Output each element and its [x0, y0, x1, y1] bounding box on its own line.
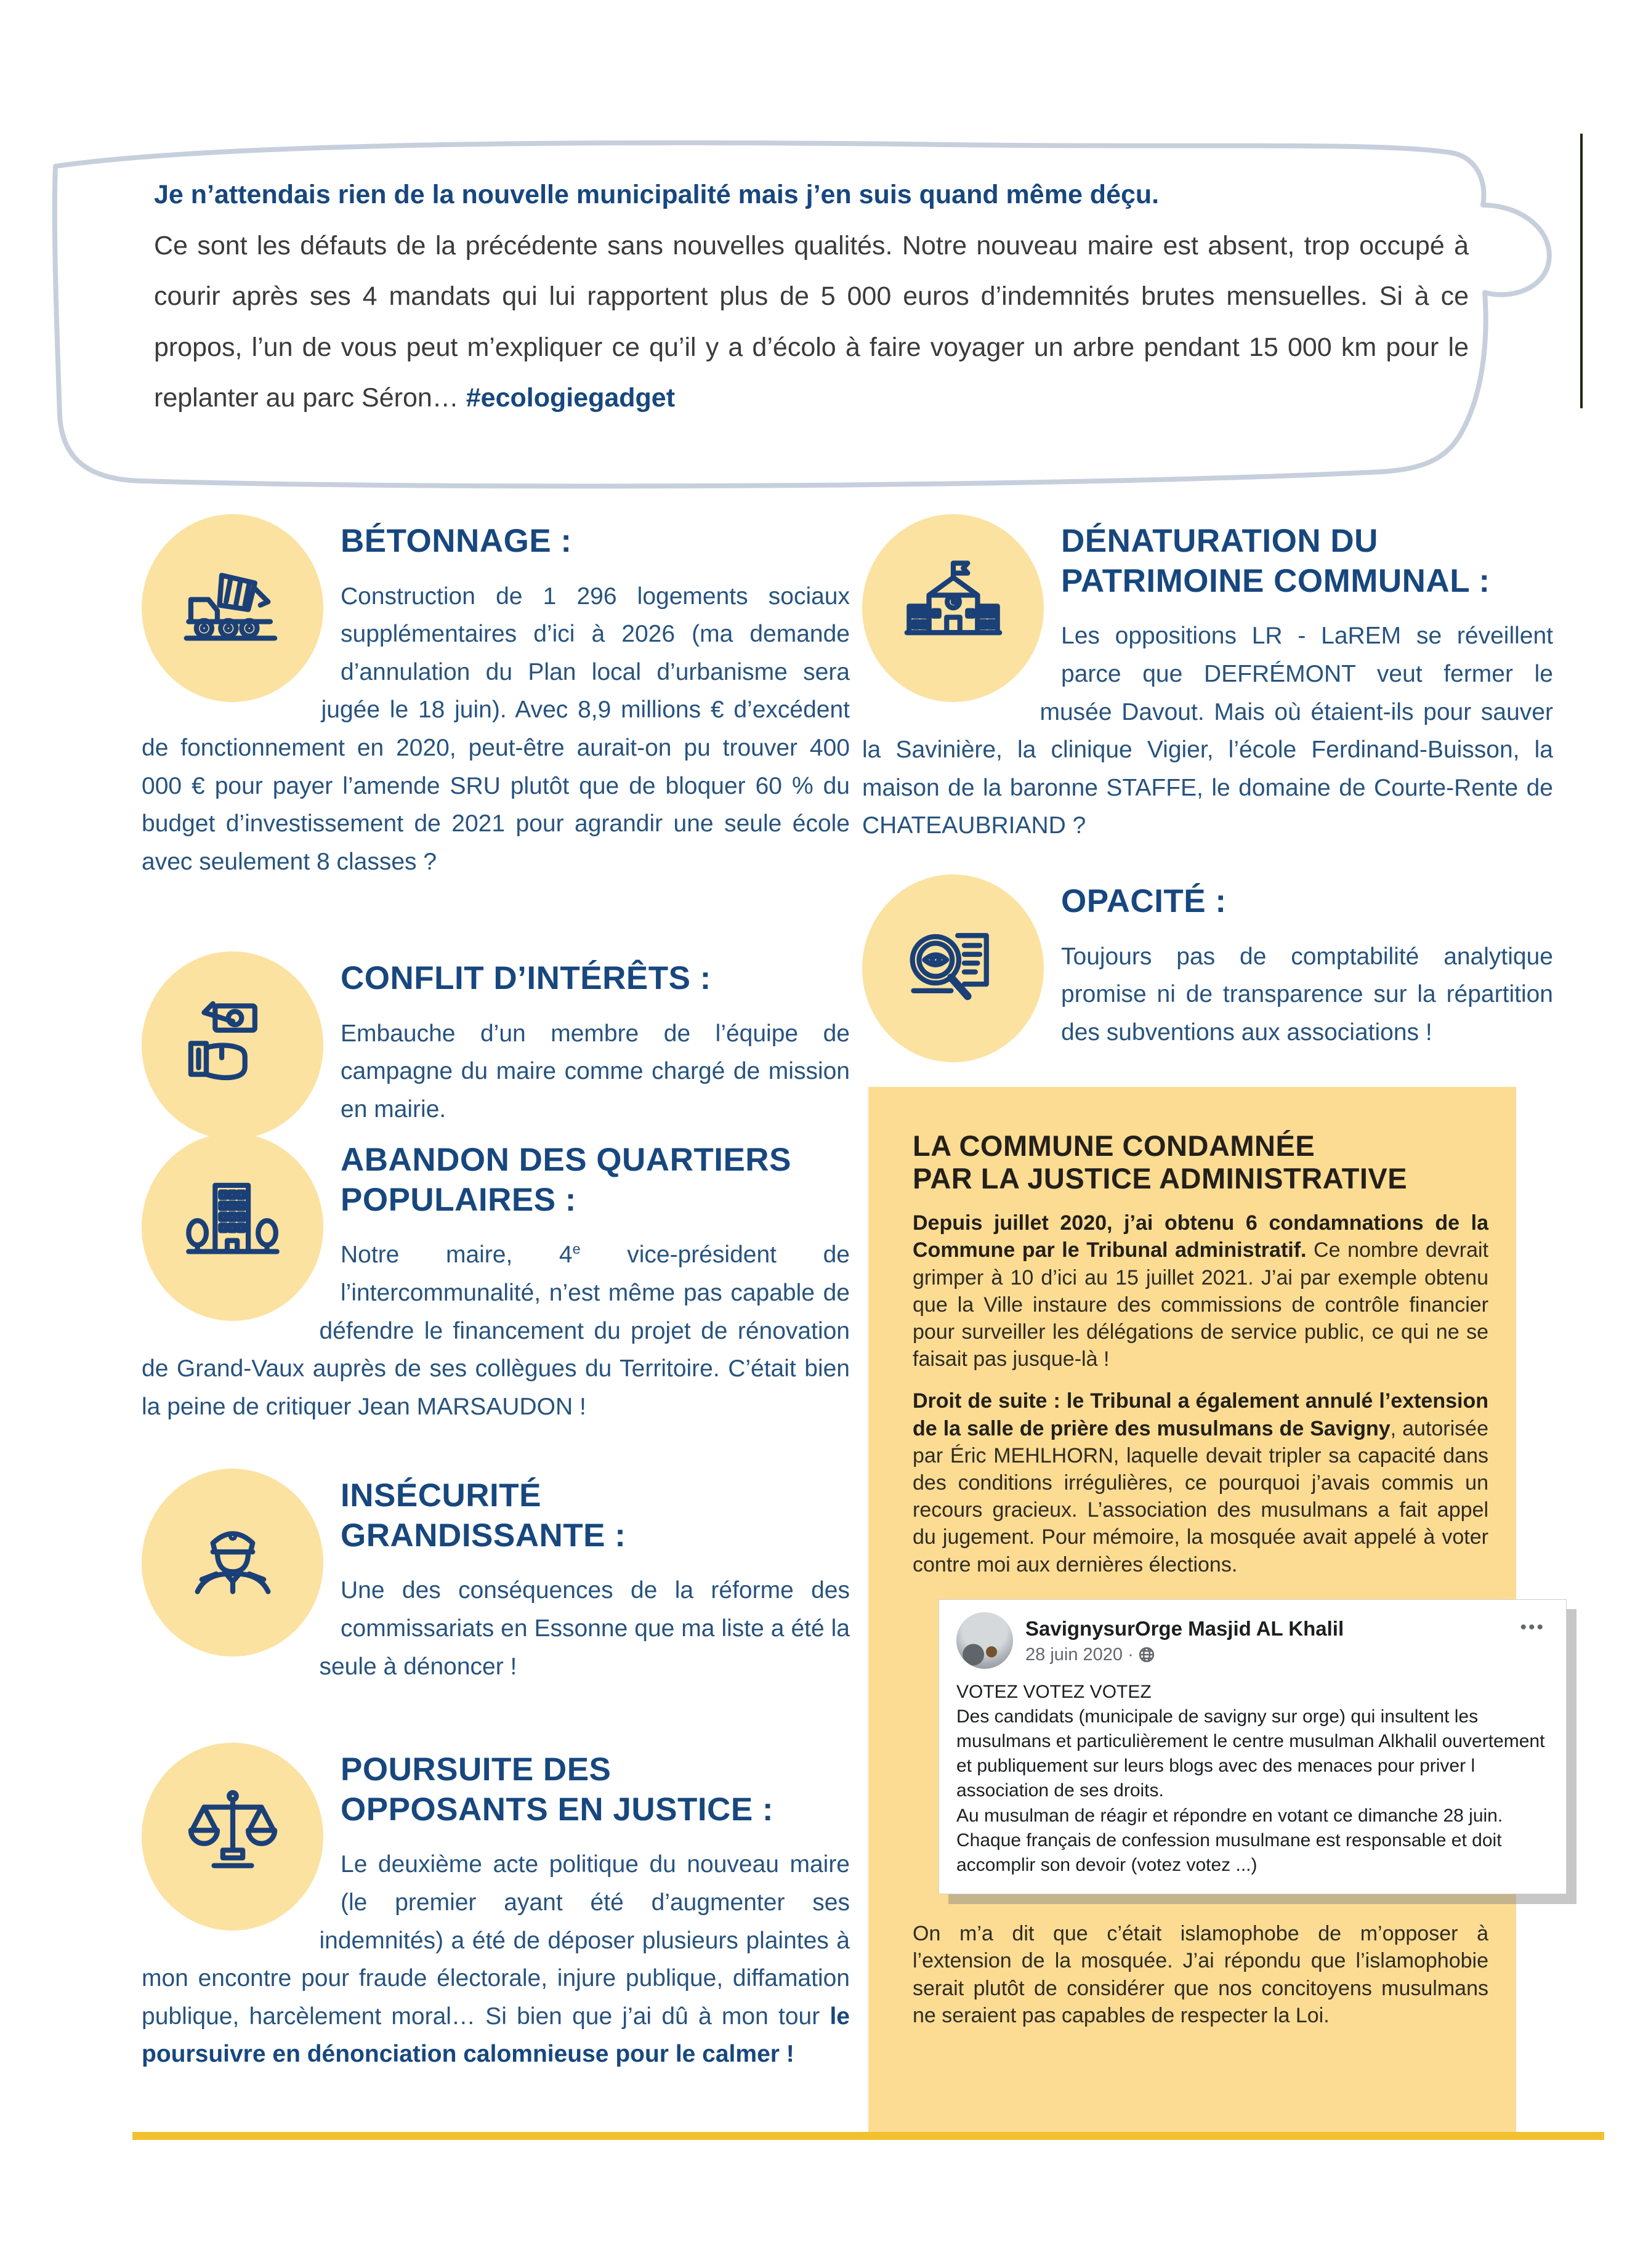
section-body: Embauche d’un membre de l’équipe de campagne du maire comme chargé de mission en mairie.	[341, 1020, 850, 1123]
fb-post-text	[956, 1680, 1549, 1878]
icon-blob	[862, 874, 1044, 1062]
fb-avatar	[956, 1612, 1013, 1669]
justice-paragraph-2: Droit de suite : le Tribunal a également annulé l’extension de la salle de prière des musulmans de Savigny, autorisée par Éric MEHLHORN, laquelle devait tripler sa capacité dans des conditions irrégulières, ce pourquoi j’avais commis un recours gracieux. L’association des musulmans a fait appel du jugement. Pour mémoire, la mosquée avait appelé à voter contre moi aux dernières élections.	[913, 1389, 1488, 1576]
section-opacite	[862, 874, 1553, 1071]
cement-mixer-icon	[180, 555, 286, 661]
section-title: POURSUITE DES OPPOSANTS EN JUSTICE :	[341, 1751, 774, 1828]
police-officer-icon	[180, 1510, 286, 1616]
justice-paragraph-3: On m’a dit que c’était islamophobe de m’opposer à l’extension de la mosquée. J’ai répondu que l’islamophobie serait plutôt de considérer que nos concitoyens musulmans ne seraient pas capables de respecter la Loi.	[913, 1922, 1488, 2027]
justice-box	[868, 1087, 1545, 2136]
section-title: INSÉCURITÉ GRANDISSANTE :	[341, 1477, 626, 1554]
section-abandon	[142, 1133, 850, 1426]
apartment-building-icon	[180, 1174, 286, 1280]
section-body: Notre maire, 4e vice-président de l’intercommunalité, n’est même pas capable de défendre le financement du projet de rénovation de Grand-Vaux auprès de ses collègues du Territoire. C’était bien la peine de critiquer Jean MARSAUDON !	[142, 1241, 850, 1420]
fb-menu-icon: •••	[1520, 1616, 1545, 1637]
intro-paragraph	[154, 169, 1469, 424]
icon-blob	[142, 1133, 323, 1321]
section-title: BÉTONNAGE :	[341, 523, 572, 559]
section-title: ABANDON DES QUARTIERS POPULAIRES :	[341, 1142, 791, 1218]
section-body: Une des conséquences de la réforme des commissariats en Essonne que ma liste a été la seule à dénoncer !	[319, 1577, 850, 1680]
intro-body: Ce sont les défauts de la précédente sans nouvelles qualités. Notre nouveau maire est absent, trop occupé à courir après ses 4 mandats qui lui rapportent plus de 5 000 euros d’indemnités brutes mensuelles. Si à ce propos, l’un de vous peut m’expliquer ce qu’il y a d’écolo à faire voyager un arbre pendant 15 000 km pour le replanter au parc Séron…	[154, 230, 1469, 413]
intro-lead: Je n’attendais rien de la nouvelle municipalité mais j’en suis quand même déçu.	[154, 180, 1160, 209]
intro-hashtag: #ecologiegadget	[466, 383, 676, 413]
section-denaturation	[862, 514, 1553, 845]
fb-line: Au musulman de réagir et répondre en votant ce dimanche 28 juin. Chaque français de confession musulmane est responsable et doit accomplir son devoir (votez votez ...)	[956, 1805, 1503, 1875]
facebook-post-card	[939, 1599, 1567, 1895]
money-hand-icon	[180, 993, 286, 1099]
icon-blob	[142, 1743, 323, 1931]
icon-blob	[142, 514, 323, 702]
school-building-icon	[900, 555, 1006, 661]
section-body: Toujours pas de comptabilité analytique promise ni de transparence sur la répartition des subventions aux associations !	[1061, 943, 1553, 1046]
justice-paragraph-1: Depuis juillet 2020, j’ai obtenu 6 condamnations de la Commune par le Tribunal administratif. Ce nombre devrait grimper à 10 d’ici au 15 juillet 2021. J’ai par exemple obtenu que la Ville instaure des commissions de contrôle financier pour surveiller les délégations de service public, ce qui ne se faisait pas jusque-là !	[913, 1211, 1488, 1371]
section-conflit	[142, 951, 850, 1148]
section-body: Construction de 1 296 logements sociaux supplémentaires d’ici à 2026 (ma demande d’annulation du Plan local d’urbanisme sera jugée le 18 juin). Avec 8,9 millions € d’excédent de fonctionnement en 2020, peut-être aurait-on pu trouver 400 000 € pour payer l’amende SRU plutôt que de bloquer 60 % du budget d’investissement de 2021 pour agrandir une seule école avec seulement 8 classes ?	[142, 583, 850, 875]
fb-date: 28 juin 2020 ·	[1025, 1645, 1344, 1665]
justice-scales-icon	[180, 1784, 286, 1890]
icon-blob	[142, 1469, 323, 1657]
section-title: CONFLIT D’INTÉRÊTS :	[341, 960, 711, 996]
section-body: Le deuxième acte politique du nouveau maire (le premier ayant été d’augmenter ses indemnités) a été de déposer plusieurs plaintes à mon encontre pour fraude électorale, injure publique, diffamation publique, harcèlement moral… Si bien que j’ai dû à mon tour le poursuivre en dénonciation calomnieuse pour le calmer !	[142, 1851, 850, 2068]
section-betonnage	[142, 514, 850, 881]
fb-line: Des candidats (municipale de savigny sur orge) qui insultent les musulmans et particulièrement le centre musulman Alkhalil ouvertement et publiquement sur leurs blogs avec des menaces pour priver l association de ses droits.	[956, 1706, 1545, 1801]
fb-line: VOTEZ VOTEZ VOTEZ	[956, 1681, 1152, 1702]
section-title: DÉNATURATION DU PATRIMOINE COMMUNAL :	[1061, 523, 1490, 599]
bottom-gold-rule	[132, 2132, 1604, 2140]
section-poursuite	[142, 1743, 850, 2073]
justice-box-title: LA COMMUNE CONDAMNÉE PAR LA JUSTICE ADMINISTRATIVE	[913, 1129, 1408, 1195]
fb-author: SavignysurOrge Masjid AL Khalil	[1025, 1616, 1344, 1640]
section-title: OPACITÉ :	[1061, 883, 1227, 919]
scan-artifact-line	[1580, 134, 1583, 408]
globe-icon	[1139, 1647, 1155, 1663]
section-insecurite	[142, 1469, 850, 1685]
icon-blob	[142, 951, 323, 1139]
section-body: Les oppositions LR - LaREM se réveillent parce que DEFRÉMONT veut fermer le musée Davout. Mais où étaient-ils pour sauver la Savinière, la clinique Vigier, l’école Ferdinand-Buisson, la maison de la baronne STAFFE, le domaine de Courte-Rente de CHATEAUBRIAND ?	[862, 623, 1553, 839]
icon-blob	[862, 514, 1044, 702]
magnifier-eye-icon	[900, 916, 1006, 1022]
